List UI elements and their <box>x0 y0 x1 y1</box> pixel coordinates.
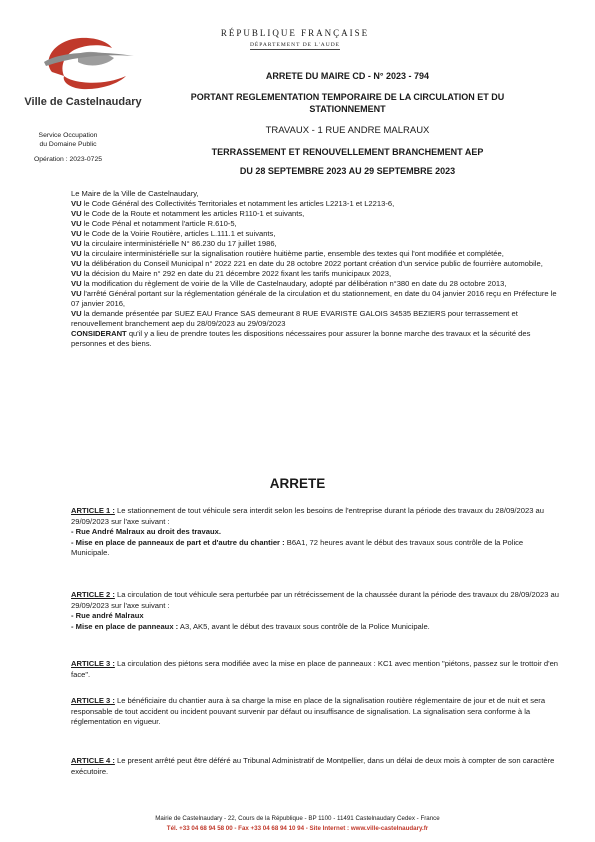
vu-item: VU le Code de la Route et notamment les articles R110-1 et suivants, <box>71 209 305 218</box>
article-3: ARTICLE 3 : La circulation des piétons sera modifiée avec la mise en place de panneaux : KC1 avec mention "piétons, passez sur le trottoir d'en face". <box>71 659 559 679</box>
title-terrassement: TERRASSEMENT ET RENOUVELLEMENT BRANCHEMENT AEP <box>211 147 484 157</box>
title-dates: DU 28 SEPTEMBRE 2023 AU 29 SEPTEMBRE 2023 <box>239 166 456 176</box>
article-1-label: ARTICLE 1 : <box>71 506 115 515</box>
vu-item: VU la circulaire interministérielle sur la signalisation routière huitième partie, ensemble des textes qui l'ont modifiée et complétée, <box>71 249 504 258</box>
title-line-2: PORTANT REGLEMENTATION TEMPORAIRE DE LA CIRCULATION ET DU <box>190 92 505 102</box>
article-1-item-1: - Rue André Malraux au droit des travaux. <box>71 527 221 536</box>
vu-item: VU la décision du Maire n° 292 en date du 21 décembre 2022 fixant les tarifs municipaux 2023, <box>71 269 392 278</box>
vu-item: VU le Code de la Voirie Routière, articles L.111.1 et suivants, <box>71 229 276 238</box>
service-info: Service Occupation du Domaine Public <box>38 132 98 148</box>
arrete-heading: ARRETE <box>269 476 326 491</box>
article-3-label: ARTICLE 3 : <box>71 659 115 668</box>
article-3b: ARTICLE 3 : Le bénéficiaire du chantier aura à sa charge la mise en place de la signalisation routière réglementaire de jour et de nuit et sera responsable de tout accident ou incident pouvant survenir par défaut ou insuffisance de signalisation. La signalisation sera conforme à la réglementation en vigueur. <box>71 696 546 726</box>
article-3b-label: ARTICLE 3 : <box>71 696 115 705</box>
republique-francaise: RÉPUBLIQUE FRANÇAISE <box>220 28 370 38</box>
arrete-number: ARRETE DU MAIRE CD - N° 2023 - 794 <box>265 71 430 81</box>
vu-item: VU le Code Général des Collectivités Territoriales et notamment les articles L2213-1 et L2213-6, <box>71 199 395 208</box>
footer-address: Mairie de Castelnaudary - 22, Cours de la République - BP 1100 - 11491 Castelnaudary Cedex - France <box>155 815 440 822</box>
vu-item: VU la demande présentée par SUEZ EAU France SAS demeurant 8 RUE EVARISTE GALOIS 34535 BEZIERS pour terrassement et renouvellement branchement aep du 28/09/2023 au 29/09/2023 <box>71 309 518 328</box>
departement: DÉPARTEMENT DE L'AUDE <box>249 42 341 48</box>
vu-item: VU la circulaire interministérielle N° 86.230 du 17 juillet 1986, <box>71 239 277 248</box>
article-2-label: ARTICLE 2 : <box>71 590 115 599</box>
article-2-item-1: - Rue andré Malraux <box>71 611 144 620</box>
article-4-label: ARTICLE 4 : <box>71 756 115 765</box>
vu-item: CONSIDERANT qu'il y a lieu de prendre toutes les dispositions nécessaires pour assurer la bonne marche des travaux et la sécurité des personnes et des biens. <box>71 329 531 348</box>
vu-list <box>71 199 559 349</box>
article-1: ARTICLE 1 : Le stationnement de tout véhicule sera interdit selon les besoins de l'entreprise durant la période des travaux du 28/09/2023 au 29/09/2023 sur l'axe suivant : - Rue André Malraux au droit des travaux. - Mise en place de panneaux de part et d'autre du chantier : B6A1, 72 heures avant le début des travaux sous contrôle de la Police Municipale. <box>71 506 559 559</box>
vu-item: VU le Code Pénal et notamment l'article R.610-5, <box>71 219 237 228</box>
vu-item: VU l'arrêté Général portant sur la réglementation générale de la circulation et du stationnement, en date du 04 janvier 2016 reçu en Préfecture le 07 janvier 2016, <box>71 289 557 308</box>
vu-item: VU la délibération du Conseil Municipal n° 2022 221 en date du 28 octobre 2022 portant création d'un service public de fourrière automobile, <box>71 259 543 268</box>
footer-contact: Tél. +33 04 68 94 58 00 - Fax +33 04 68 94 10 94 - Site Internet : www.ville-castelnaudary.fr <box>166 825 429 832</box>
vu-item: VU la modification du règlement de voirie de la Ville de Castelnaudary, adopté par délibération n°380 en date du 28 octobre 2013, <box>71 279 507 288</box>
castelnaudary-logo-icon <box>34 32 144 92</box>
preamble-intro: Le Maire de la Ville de Castelnaudary, <box>71 189 199 198</box>
article-2: ARTICLE 2 : La circulation de tout véhicule sera perturbée par un rétrécissement de la chaussée durant la période des travaux du 28/09/2023 au 29/09/2023 sur l'axe suivant : - Rue andré Malraux - Mise en place de panneaux : A3, AK5, avant le début des travaux sous contrôle de la Police Municipale. <box>71 590 559 631</box>
article-4: ARTICLE 4 : Le present arrêté peut être déféré au Tribunal Administratif de Montpellier, dans un délai de deux mois à compter de son caractère exécutoire. <box>71 756 555 776</box>
preamble <box>71 189 559 349</box>
title-line-3: STATIONNEMENT <box>309 104 386 114</box>
operation-number: Opération : 2023-0725 <box>33 156 103 163</box>
title-travaux: TRAVAUX - 1 RUE ANDRE MALRAUX <box>265 125 430 136</box>
logo-name: Ville de Castelnaudary <box>24 96 142 108</box>
